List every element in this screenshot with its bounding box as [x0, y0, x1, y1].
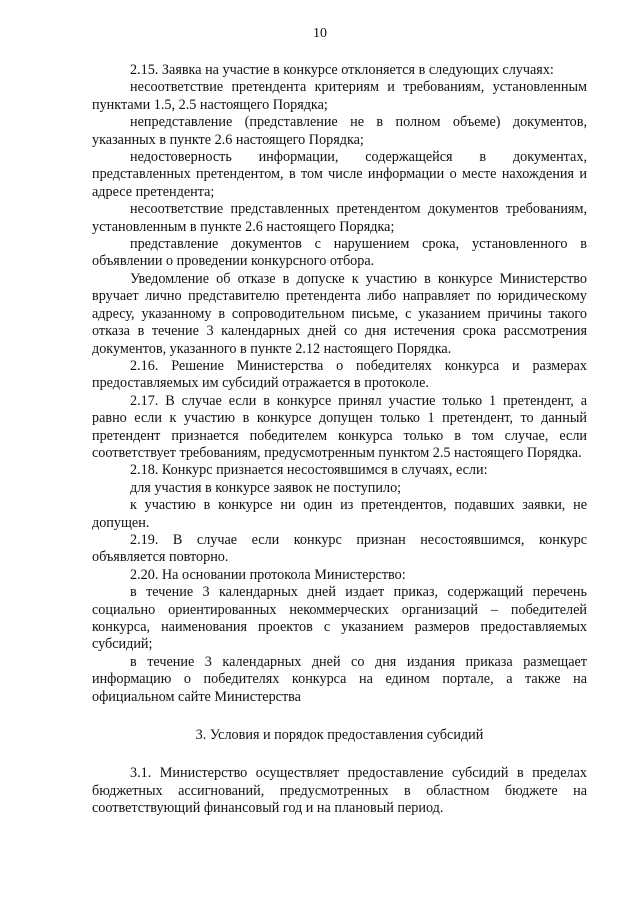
- section-heading: 3. Условия и порядок предоставления субсидий: [195, 727, 484, 744]
- paragraph: 2.20. На основании протокола Министерство:: [130, 566, 406, 583]
- paragraph: 3.1. Министерство осуществляет предоставление субсидий в пределах бюджетных ассигнований, предусмотренных в областном бюджете на соответствующий финансовый год и на плановый период.: [92, 765, 587, 817]
- paragraph: 2.17. В случае если в конкурсе принял участие только 1 претендент, а равно если к участию в конкурсе допущен только 1 претендент, то данный претендент признается победителем конкурса только в том случае, если соответствует требованиям, предусмотренным пунктом 2.5 настоящего Порядка.: [92, 392, 587, 461]
- paragraph: 2.18. Конкурс признается несостоявшимся в случаях, если:: [130, 462, 488, 479]
- paragraph: 2.15. Заявка на участие в конкурсе отклоняется в следующих случаях:: [130, 62, 554, 78]
- paragraph: 2.16. Решение Министерства о победителях конкурса и размерах предоставляемых им субсидий отражается в протоколе.: [92, 357, 587, 392]
- paragraph: недостоверность информации, содержащейся в документах, представленных претендентом, в том числе информации о месте нахождения и адресе претендента;: [92, 149, 587, 200]
- paragraph: к участию в конкурсе ни один из претендентов, подавших заявки, не допущен.: [92, 497, 587, 531]
- paragraph: представление документов с нарушением срока, установленного в объявлении о проведении конкурсного отбора.: [92, 236, 587, 270]
- paragraph: в течение 3 календарных дней со дня издания приказа размещает информацию о победителях конкурса на едином портале, а также на официальном сайте Министерства: [92, 653, 587, 705]
- paragraph: непредставление (представление не в полном объеме) документов, указанных в пункте 2.6 настоящего Порядка;: [92, 114, 587, 148]
- page-number: 10: [313, 26, 327, 41]
- paragraph: для участия в конкурсе заявок не поступило;: [130, 479, 402, 496]
- paragraph: Уведомление об отказе в допуске к участию в конкурсе Министерство вручает лично представителю претендента либо направляет по юридическому адресу, указанному в сопроводительном письме, с указанием причины такого отказа в течение 3 календарных дней со дня истечения срока рассмотрения документов, указанного в пункте 2.12 настоящего Порядка.: [92, 270, 587, 357]
- paragraph: 2.19. В случае если конкурс признан несостоявшимся, конкурс объявляется повторно.: [92, 531, 587, 566]
- paragraph: в течение 3 календарных дней издает приказ, содержащий перечень социально ориентированных некоммерческих организаций – победителей конкурса, наименования проектов с указанием размеров предоставляемых субсидий;: [92, 584, 587, 653]
- paragraph: несоответствие представленных претендентом документов требованиям, установленным в пункте 2.6 настоящего Порядка;: [92, 201, 587, 235]
- paragraph: несоответствие претендента критериям и требованиям, установленным пунктами 1.5, 2.5 настоящего Порядка;: [92, 79, 587, 113]
- document-body: [92, 62, 587, 818]
